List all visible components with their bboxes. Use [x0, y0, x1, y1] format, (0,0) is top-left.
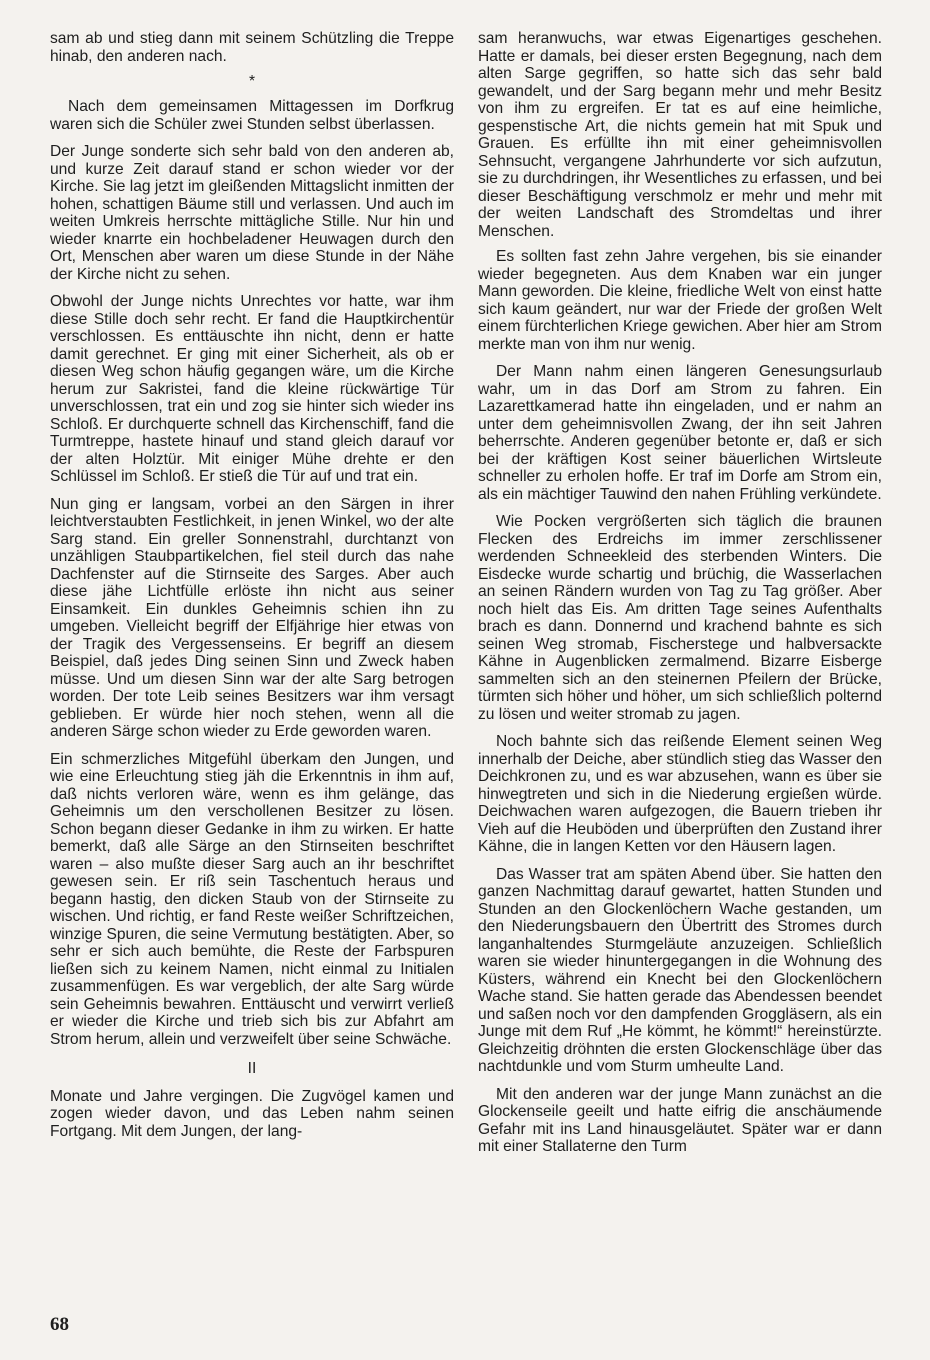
paragraph: Der Junge sonderte sich sehr bald von den anderen ab, und kurze Zeit darauf stand er schon wieder vor der Kirche. Sie lag jetzt im gleißenden Mittagslicht inmitten der hohen, schattigen Bäume still und verlassen. Und auch im weiten Umkreis herrschte mittägliche Stille. Nur hin und wieder knarrte ein hochbeladener Heuwagen durch den Ort, Menschen aber waren um diese Stunde in der Nähe der Kirche nicht zu sehen.	[50, 143, 454, 283]
paragraph: sam heranwuchs, war etwas Eigenartiges geschehen. Hatte er damals, bei dieser ersten Begegnung, nach dem alten Sarge gegriffen, so hatte sich das sehr bald gewandelt, und der Sarg begann mehr und mehr Besitz von ihm zu ergreifen. Er tat es auf eine heimliche, gespenstische Art, die nichts gemein hat mit Spuk und Grauen. Es erfüllte ihn mit einer geheimnisvollen Sehnsucht, vergangene Jahrhunderte vor sich aufzutun, sie zu durchdringen, ihr Wesentliches zu erfassen, und bei dieser Beschäftigung verschmolz er mehr und mehr mit der weiten Landschaft des Stromdeltas und ihrer Menschen.	[478, 30, 882, 240]
left-column	[50, 30, 454, 1150]
paragraph: Wie Pocken vergrößerten sich täglich die braunen Flecken des Erdreichs im immer zerschlissener werdenden Schneekleid des sterbenden Winters. Die Eisdecke wurde schartig und brüchig, die Wasserlachen an seinen Rändern wurden von Tag zu Tag größer. Aber noch hielt das Eis. Am dritten Tage seines Aufenthalts brach es dann. Donnernd und krachend bahnte es sich seinen Weg stromab, Fischerstege und halbversackte Kähne in Augenblicken zermalmend. Bizarre Eisberge sammelten sich an den steinernen Pfeilern der Brücke, türmten sich höher und höher, um sich schließlich polternd zu lösen und weiter stromab zu jagen.	[478, 513, 882, 723]
paragraph: sam ab und stieg dann mit seinem Schützling die Treppe hinab, den anderen nach.	[50, 30, 454, 65]
paragraph: Obwohl der Junge nichts Unrechtes vor hatte, war ihm diese Stille doch sehr recht. Er fand die Hauptkirchentür verschlossen. Es enttäuschte ihn nicht, denn er hatte damit gerechnet. Er ging mit einer Sicherheit, als ob er diesen Weg schon häufig gegangen wäre, um die Kirche herum zur Sakristei, fand die kleine rückwärtige Tür unverschlossen, trat ein und zog sie hinter sich wieder ins Schloß. Er durchquerte schnell das Kirchenschiff, fand die Turmtreppe, hastete hinauf und stand gleich darauf vor der alten Holztür. Mit einiger Mühe drehte er den Schlüssel im Schloß. Er stieß die Tür auf und trat ein.	[50, 293, 454, 485]
paragraph: Der Mann nahm einen längeren Genesungsurlaub wahr, um in das Dorf am Strom zu fahren. Ein Lazarettkamerad hatte ihn eingeladen, und er nahm an unter dem geheimnisvollen Zwang, der ihn seit Jahren beherrschte. Anderen gegenüber betonte er, daß er sich bei der kräftigen Kost seiner bäuerlichen Wirtsleute schneller zu erholen hoffe. Er traf im Dorfe am Strom ein, als ein mächtiger Tauwind den nahen Frühling verkündete.	[478, 363, 882, 503]
paragraph: Ein schmerzliches Mitgefühl überkam den Jungen, und wie eine Erleuchtung stieg jäh die Erkenntnis in ihm auf, daß nichts verloren wäre, wenn es ihm gelänge, das Geheimnis um den verschollenen Besitzer zu lösen. Schon begann dieser Gedanke in ihm zu wirken. Er hatte bemerkt, daß alle Särge an den Stirnseiten beschriftet waren – also mußte dieser Sarg auch an ihr beschriftet gewesen sein. Er riß sein Taschentuch heraus und begann hastig, den dicken Staub von der Stirnseite zu wischen. Und richtig, er fand Reste weißer Schriftzeichen, winzige Spuren, die seine Vermutung bestätigten. Aber, so sehr er sich auch bemühte, die Reste der Farbspuren ließen sich zu keinem Namen, nicht einmal zu Initialen zusammenfügen. Es war vergeblich, der alte Sarg würde sein Geheimnis bewahren. Enttäuscht und verwirrt verließ er wieder die Kirche und trieb sich bis zur Abfahrt am Strom herum, allein und verzweifelt über seine Schwäche.	[50, 750, 454, 1048]
page-number: 68	[50, 1314, 69, 1335]
paragraph: Nach dem gemeinsamen Mittagessen im Dorfkrug waren sich die Schüler zwei Stunden selbst überlassen.	[50, 98, 454, 133]
paragraph: Noch bahnte sich das reißende Element seinen Weg innerhalb der Deiche, aber stündlich stieg das Wasser den Deichkronen zu, und es war abzusehen, wann es über sie hinwegtreten und sich in die Niederung ergießen würde. Deichwachen waren aufgezogen, die Bauern trieben ihr Vieh auf die Heuböden und überprüften den Zustand ihrer Kähne, die in langen Ketten vor den Häusern lagen.	[478, 733, 882, 855]
paragraph: Nun ging er langsam, vorbei an den Särgen in ihrer leichtverstaubten Festlichkeit, in jenen Winkel, wo der alte Sarg stand. Ein greller Sonnenstrahl, durchtanzt von unzähligen Staubpartikelchen, fiel steil durch das nahe Dachfenster auf die Stirnseite des Sarges. Aber auch diese jähe Lichtfülle erlöste ihn nicht aus seiner Einsamkeit. Ein dunkles Geheimnis schien ihn zu umgeben. Vielleicht begriff der Elfjährige hier etwas von der Tragik des Vergessenseins. Er begriff an diesem Beispiel, daß jedes Ding seinen Sinn und Zweck haben müsse. Und um diesen Sinn war der alte Sarg betrogen worden. Der tote Leib seines Besitzers war ihm versagt geblieben. Er würde hier noch stehen, wenn all die anderen Särge schon wieder zu Erde geworden waren.	[50, 495, 454, 740]
paragraph: Monate und Jahre vergingen. Die Zugvögel kamen und zogen wieder davon, und das Leben nahm seinen Fortgang. Mit dem Jungen, der lang-	[50, 1087, 454, 1140]
section-divider-asterisk: *	[248, 73, 256, 90]
paragraph: Das Wasser trat am späten Abend über. Sie hatten den ganzen Nachmittag darauf gewartet, hatten Stunden und Stunden an den Glockenlöchern Wache gestanden, um den Niederungsbauern den Übertritt des Stromes durch langanhaltendes Sturmgeläute anzuzeigen. Schließlich waren sie wieder hinuntergegangen in die Wohnung des Küsters, während ein Knecht bei den Glockenlöchern Wache stand. Sie hatten gerade das Abendessen beendet und saßen noch vor den dampfenden Groggläsern, als ein Junge mit dem Ruf „He kömmt, he kömmt!“ hereinstürzte. Gleichzeitig dröhnten die ersten Glockenschläge über das nachtdunkle und vom Sturm umheulte Land.	[478, 865, 882, 1075]
paragraph: Es sollten fast zehn Jahre vergehen, bis sie einander wieder begegneten. Aus dem Knaben war ein junger Mann geworden. Die kleine, friedliche Welt von einst hatte sich kaum geändert, nur war der Friede der großen Welt einem fürchterlichen Kriege gewichen. Aber hier am Strom merkte man von ihm nur wenig.	[478, 248, 882, 353]
paragraph: Mit den anderen war der junge Mann zunächst an die Glockenseile geeilt und hatte eifrig die anschäumende Gefahr mit ins Land hinausgeläutet. Später war er dann mit einer Stallaterne den Turm	[478, 1085, 882, 1155]
right-column	[478, 30, 882, 1166]
section-number: II	[247, 1060, 257, 1077]
